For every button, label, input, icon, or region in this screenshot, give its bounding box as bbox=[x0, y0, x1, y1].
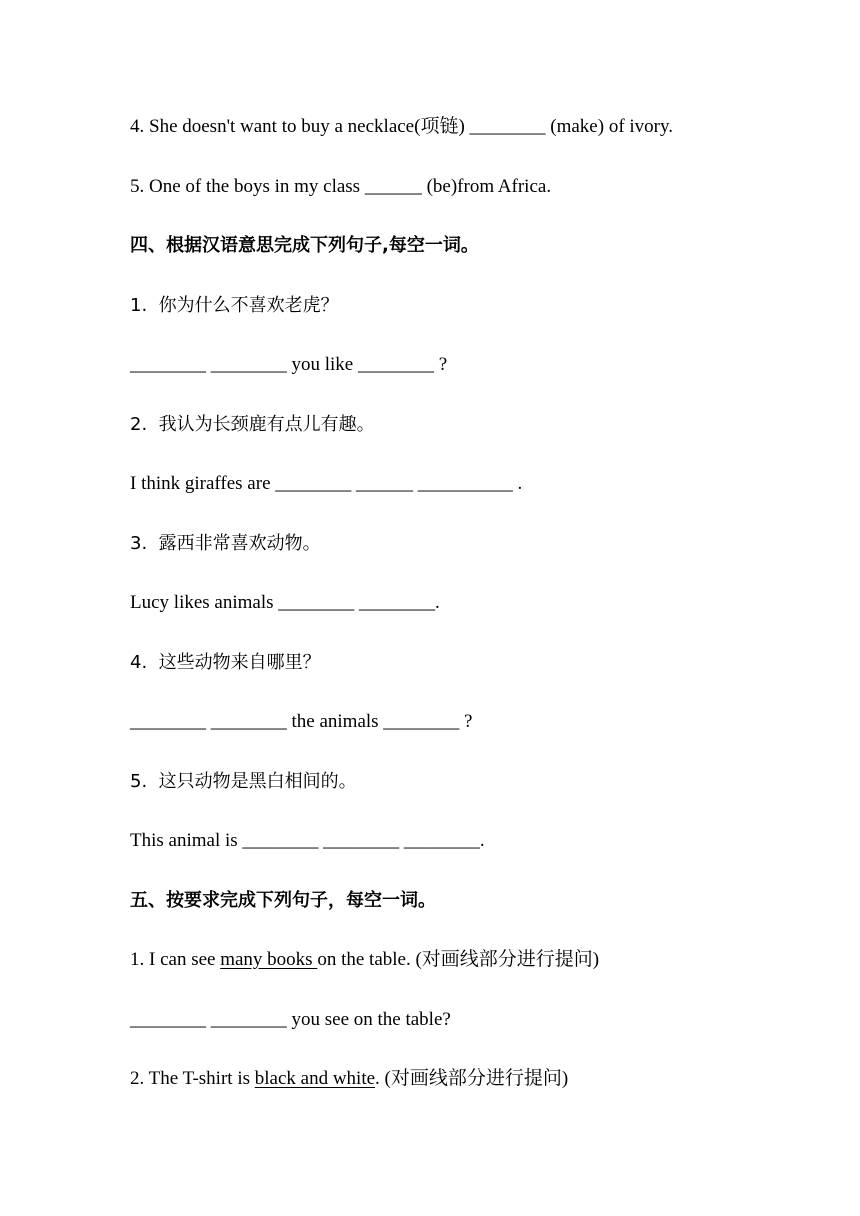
section-4-item-4-answer: ________ ________ the animals ________ ? bbox=[130, 711, 473, 732]
section-5-item-1-answer: ________ ________ you see on the table? bbox=[130, 1009, 451, 1030]
item-2-text-pre: 2. The T-shirt is bbox=[130, 1068, 255, 1089]
section-4-item-5-answer: This animal is ________ ________ ________. bbox=[130, 830, 485, 851]
item-2-text-post: . (对画线部分进行提问) bbox=[375, 1068, 569, 1089]
section-4-item-1-answer: ________ ________ you like ________ ? bbox=[130, 354, 448, 375]
question-4: 4. She doesn't want to buy a necklace(项链) ________ (make) of ivory. bbox=[130, 116, 674, 137]
section-5-item-2-question bbox=[130, 1067, 568, 1091]
section-5-heading: 五、按要求完成下列句子，每空一词。 bbox=[130, 890, 436, 911]
item-1-text-pre: 1. I can see bbox=[130, 949, 221, 970]
section-4-item-3-prompt: 3. 露西非常喜欢动物。 bbox=[130, 533, 321, 554]
section-4-item-2-prompt: 2. 我认为长颈鹿有点儿有趣。 bbox=[130, 414, 375, 435]
section-4-item-4-prompt: 4. 这些动物来自哪里？ bbox=[130, 652, 321, 673]
question-5: 5. One of the boys in my class ______ (be)from Africa. bbox=[130, 176, 552, 197]
section-4-heading: 四、根据汉语意思完成下列句子,每空一词。 bbox=[130, 235, 479, 256]
section-5-item-1-question bbox=[130, 948, 599, 972]
item-2-underlined-phrase: black and white bbox=[254, 1068, 376, 1089]
item-1-text-post: on the table. (对画线部分进行提问) bbox=[317, 949, 600, 970]
section-4-item-2-answer: I think giraffes are ________ ______ __________ . bbox=[130, 473, 523, 494]
section-4-item-1-prompt: 1. 你为什么不喜欢老虎？ bbox=[130, 295, 339, 316]
section-4-item-5-prompt: 5. 这只动物是黑白相间的。 bbox=[130, 771, 357, 792]
item-1-underlined-phrase: many books bbox=[220, 949, 318, 970]
section-4-item-3-answer: Lucy likes animals ________ ________. bbox=[130, 592, 440, 613]
